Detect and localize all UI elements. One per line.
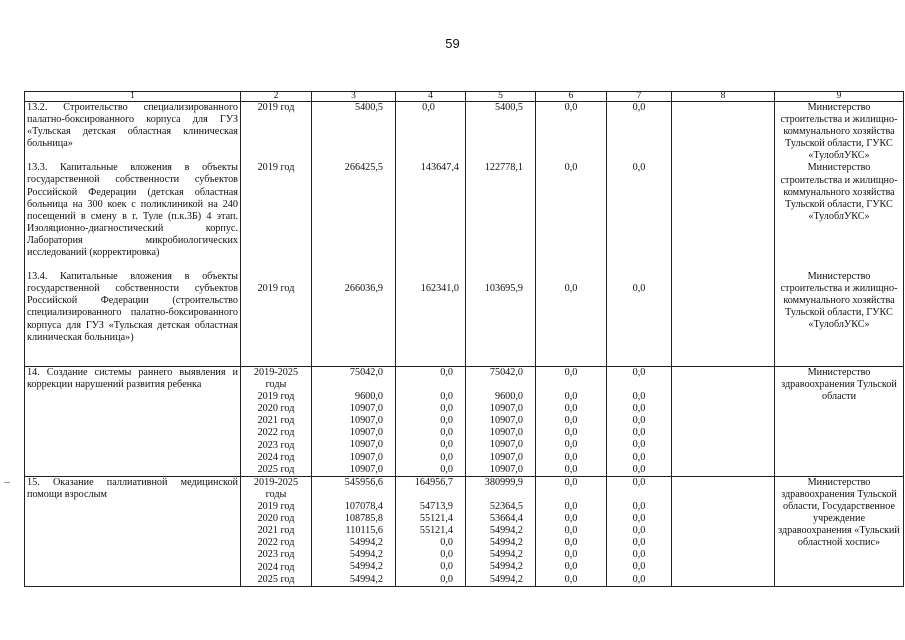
period-cell: [241, 102, 312, 367]
value: 0,0: [632, 463, 646, 475]
period: 2021 год: [257, 415, 295, 427]
period: 2020 год: [257, 403, 295, 415]
executor-cell: [775, 102, 904, 367]
measure-13-4-name: 13.4. Капитальные вложения в объекты государственной собственности субъектов Российской Федерации (строительство специализированного палатно-боксированного корпуса для ГУЗ «Тульская детская областная клиническая больница»): [27, 271, 238, 343]
column-8-cell: [672, 367, 775, 477]
local-cell: [536, 102, 607, 367]
value: 54994,2: [349, 573, 383, 585]
measure-15-executor: Министерство здравоохранения Тульской области, Государственное учреждение здравоохранения «Тульский областной хоспис»: [775, 476, 904, 586]
value: 0,0: [632, 549, 646, 561]
value: 10907,0: [349, 463, 383, 475]
measure-13-4-executor: Министерство строительства и жилищно-коммунального хозяйства Тульской области, ГУКС «ТулоблУКС»: [780, 270, 898, 331]
value: 55121,4: [419, 525, 453, 537]
value: 0,0: [632, 573, 646, 585]
measure-13-4-regional: 103695,9: [484, 283, 523, 295]
measure-14-executor: Министерство здравоохранения Тульской области: [775, 367, 904, 477]
value: 0,0: [564, 500, 578, 512]
value: 0,0: [632, 500, 646, 512]
header-cell: 6: [536, 92, 607, 102]
period: 2020 год: [257, 513, 295, 525]
value: 0,0: [632, 427, 646, 439]
header-cell: 9: [775, 92, 904, 102]
value: 10907,0: [349, 415, 383, 427]
period: 2025 год: [257, 463, 295, 475]
table-row-15: [25, 476, 904, 586]
header-cell: 1: [25, 92, 241, 102]
measure-13-3-federal: 143647,4: [420, 162, 459, 174]
value: 108785,8: [344, 513, 383, 525]
measure-13-4-federal: 162341,0: [420, 283, 459, 295]
measure-14-regional: [466, 367, 536, 477]
value: 0,0: [564, 525, 578, 537]
period: 2019 год: [257, 501, 295, 513]
value: 0,0: [564, 476, 578, 488]
measure-15-total: [312, 476, 396, 586]
value: 75042,0: [349, 367, 383, 378]
header-row: [25, 92, 904, 102]
value: 0,0: [440, 463, 453, 475]
value: 0,0: [564, 439, 578, 451]
measure-13-3-name: 13.3. Капитальные вложения в объекты государственной собственности субъектов Российской Федерации (детская областная больница на 300 коек с поликлиникой на 240 посещений в смену в г. Туле (п.к.3Б) 4 этап. Изоляционно-диагностический корпус. Лаборатория микробиологических исследований (корректировка): [27, 162, 238, 259]
measure-13-3-other: 0,0: [632, 162, 646, 174]
value: 0,0: [564, 513, 578, 525]
measure-13-2-federal: 0,0: [422, 102, 435, 113]
value: 54994,2: [349, 549, 383, 561]
value: 54994,2: [349, 561, 383, 573]
period: 2019-2025 годы: [253, 367, 299, 391]
value: 52364,5: [489, 500, 523, 512]
measure-13-3-local: 0,0: [564, 162, 578, 174]
measure-14-years: [241, 367, 312, 477]
table-row-14: [25, 367, 904, 477]
value: 0,0: [440, 427, 453, 439]
value: 0,0: [564, 415, 578, 427]
value: 54994,2: [489, 561, 523, 573]
measure-13-3-regional: 122778,1: [484, 162, 523, 174]
header-cell: 8: [672, 92, 775, 102]
measure-13-2-other: 0,0: [632, 102, 646, 113]
value: 0,0: [632, 403, 646, 415]
value: 0,0: [564, 573, 578, 585]
header-cell: 5: [466, 92, 536, 102]
total-cell: [312, 102, 396, 367]
margin-mark: [4, 482, 10, 483]
period: 2022 год: [257, 537, 295, 549]
value: 0,0: [632, 525, 646, 537]
page-number: 59: [445, 36, 460, 51]
period: 2021 год: [257, 525, 295, 537]
value: 0,0: [440, 451, 453, 463]
measure-name-cell: [25, 102, 241, 367]
value: 9600,0: [494, 391, 523, 403]
program-table: [24, 91, 904, 587]
value: 55121,4: [419, 513, 453, 525]
value: 54994,2: [489, 525, 523, 537]
value: 0,0: [632, 513, 646, 525]
measure-13-3-executor: Министерство строительства и жилищно-коммунального хозяйства Тульской области, ГУКС «ТулоблУКС»: [780, 162, 898, 222]
value: 0,0: [632, 561, 646, 573]
value: 0,0: [564, 427, 578, 439]
federal-cell: [396, 102, 466, 367]
value: 164956,7: [414, 476, 453, 488]
other-cell: [607, 102, 672, 367]
column-8-cell: [672, 476, 775, 586]
value: 380999,9: [484, 476, 523, 488]
measure-13-2-total: 5400,5: [354, 102, 383, 113]
header-cell: 2: [241, 92, 312, 102]
measure-14-total: [312, 367, 396, 477]
value: 54994,2: [489, 549, 523, 561]
value: 0,0: [564, 367, 578, 378]
value: 10907,0: [489, 463, 523, 475]
value: 10907,0: [489, 427, 523, 439]
measure-14-name: 14. Создание системы раннего выявления и коррекции нарушений развития ребенка: [25, 367, 241, 477]
value: 0,0: [440, 403, 453, 415]
value: 0,0: [564, 549, 578, 561]
value: 0,0: [440, 367, 453, 378]
measure-15-local: [536, 476, 607, 586]
value: 0,0: [564, 463, 578, 475]
measure-14-local: [536, 367, 607, 477]
period: 2019-2025 годы: [253, 476, 299, 500]
value: 0,0: [564, 451, 578, 463]
measure-13-4-year: 2019 год: [257, 283, 295, 295]
value: 0,0: [440, 391, 453, 403]
value: 75042,0: [489, 367, 523, 378]
regional-cell: [466, 102, 536, 367]
measure-15-federal: [396, 476, 466, 586]
value: 110115,6: [345, 525, 383, 537]
measure-15-name: 15. Оказание паллиативной медицинской помощи взрослым: [25, 476, 241, 586]
measure-13-2-regional: 5400,5: [494, 102, 523, 113]
period: 2022 год: [257, 427, 295, 439]
measure-15-regional: [466, 476, 536, 586]
table-row-group-13: [25, 102, 904, 367]
value: 0,0: [440, 415, 453, 427]
header-cell: 7: [607, 92, 672, 102]
value: 10907,0: [489, 451, 523, 463]
period: 2025 год: [257, 573, 295, 585]
value: 0,0: [632, 537, 646, 549]
value: 10907,0: [349, 451, 383, 463]
value: 0,0: [632, 439, 646, 451]
value: 54994,2: [349, 537, 383, 549]
header-cell: 4: [396, 92, 466, 102]
measure-13-2-year: 2019 год: [257, 102, 295, 113]
header-cell: 3: [312, 92, 396, 102]
value: 54994,2: [489, 537, 523, 549]
value: 0,0: [440, 537, 453, 549]
value: 54994,2: [489, 573, 523, 585]
period: 2023 год: [257, 439, 295, 451]
measure-15-other: [607, 476, 672, 586]
measure-13-4-other: 0,0: [632, 283, 646, 295]
measure-13-2-name: 13.2. Строительство специализированного палатно-боксированного корпуса для ГУЗ «Тульская детская областная клиническая больница»: [27, 102, 238, 150]
measure-14-federal: [396, 367, 466, 477]
value: 545956,6: [344, 476, 383, 488]
value: 10907,0: [489, 439, 523, 451]
value: 0,0: [440, 573, 453, 585]
value: 10907,0: [349, 439, 383, 451]
value: 53664,4: [489, 513, 523, 525]
value: 0,0: [440, 439, 453, 451]
measure-13-2-executor: Министерство строительства и жилищно-коммунального хозяйства Тульской области, ГУКС «ТулоблУКС»: [780, 102, 898, 162]
value: 10907,0: [349, 427, 383, 439]
period: 2024 год: [257, 451, 295, 463]
value: 0,0: [632, 415, 646, 427]
value: 0,0: [632, 391, 646, 403]
period: 2024 год: [257, 561, 295, 573]
measure-13-4-local: 0,0: [564, 283, 578, 295]
value: 0,0: [632, 476, 646, 488]
value: 10907,0: [349, 403, 383, 415]
value: 10907,0: [489, 403, 523, 415]
value: 0,0: [632, 451, 646, 463]
measure-13-3-year: 2019 год: [257, 162, 295, 174]
column-8-cell: [672, 102, 775, 367]
measure-13-2-local: 0,0: [564, 102, 578, 113]
measure-13-3-total: 266425,5: [344, 162, 383, 174]
value: 54713,9: [419, 500, 453, 512]
period: 2019 год: [257, 391, 295, 403]
value: 0,0: [564, 537, 578, 549]
value: 107078,4: [344, 500, 383, 512]
value: 0,0: [632, 367, 646, 378]
value: 10907,0: [489, 415, 523, 427]
value: 0,0: [564, 561, 578, 573]
measure-14-other: [607, 367, 672, 477]
value: 0,0: [440, 549, 453, 561]
measure-13-4-total: 266036,9: [344, 283, 383, 295]
measure-15-years: [241, 476, 312, 586]
value: 0,0: [440, 561, 453, 573]
value: 9600,0: [354, 391, 383, 403]
period: 2023 год: [257, 549, 295, 561]
value: 0,0: [564, 403, 578, 415]
value: 0,0: [564, 391, 578, 403]
